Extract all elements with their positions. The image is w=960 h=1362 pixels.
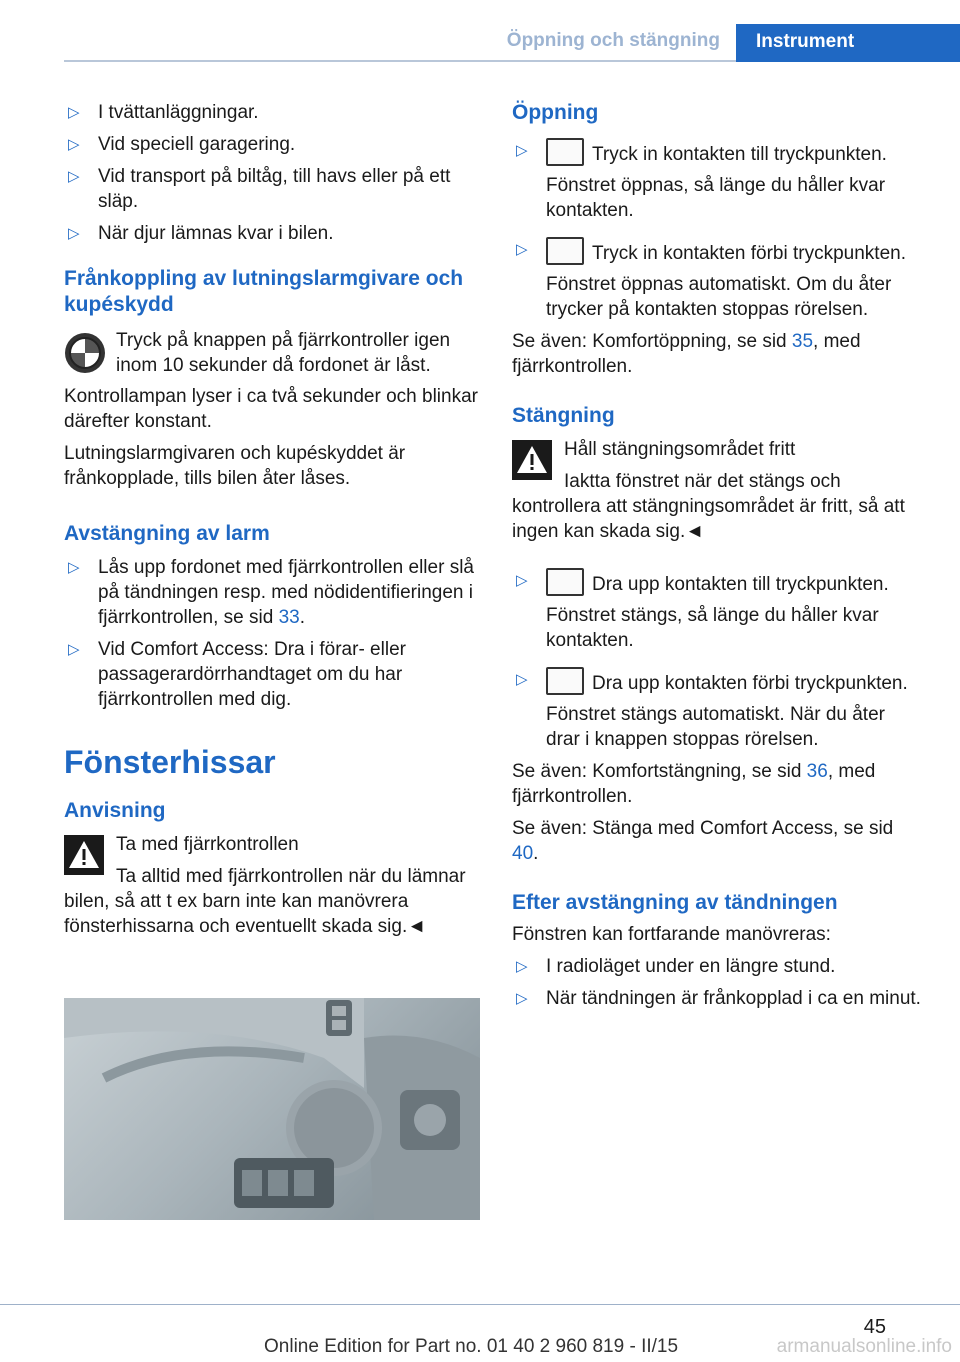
list-item: ▷ När djur lämnas kvar i bilen. xyxy=(68,223,334,244)
list-item: ▷ Vid Comfort Access: Dra i förar- eller passagerardörrhandtaget om du har fjärrkontrollen med dig. xyxy=(68,639,406,710)
warning-icon xyxy=(64,835,104,875)
page-link-36[interactable]: 36 xyxy=(806,761,828,782)
window-switch-icon xyxy=(546,667,584,695)
bullet-triangle-icon: ▷ xyxy=(516,572,528,589)
stangning-warning-block xyxy=(512,437,924,544)
window-switch-icon xyxy=(546,237,584,265)
frankoppling-text-3: Lutningslarmgivaren och kupéskyddet är frånkopplade, tills bilen åter låses. xyxy=(64,443,406,489)
list-item: ▷ Tryck in kontakten till tryckpunkten. Fönstret öppnas, så länge du håller kvar kontakten. xyxy=(512,138,924,223)
heading-efter-avstangning: Efter avstängning av tändningen xyxy=(512,891,838,914)
bullet-triangle-icon: ▷ xyxy=(68,641,80,658)
warning-icon xyxy=(512,440,552,480)
window-switch-icon xyxy=(546,568,584,596)
frankoppling-text-2: Kontrollampan lyser i ca två sekunder och blinkar därefter konstant. xyxy=(64,386,478,432)
stangning-see-also-2: Se även: Stänga med Comfort Access, se sid 40. xyxy=(512,818,894,864)
list-item: ▷ Dra upp kontakten till tryckpunkten. Fönstret stängs, så länge du håller kvar kontakten. xyxy=(512,568,924,653)
anvisning-title: Ta med fjärrkontrollen xyxy=(116,834,299,855)
page-header xyxy=(64,24,960,62)
list-item-detail: Fönstret öppnas, så länge du håller kvar kontakten. xyxy=(546,175,886,221)
door-window-switches-photo xyxy=(64,998,480,1220)
bmw-key-button-icon xyxy=(64,332,106,374)
footer-rule xyxy=(0,1304,960,1305)
stangning-warning-title: Håll stängningsområdet fritt xyxy=(564,439,796,460)
oppning-see-also: Se även: Komfortöppning, se sid 35, med fjärrkontrollen. xyxy=(512,331,861,377)
list-item-detail: Fönstret stängs automatiskt. När du åter drar i knappen stoppas rörelsen. xyxy=(546,704,885,750)
header-section-title[interactable]: Öppning och stängning xyxy=(506,30,720,51)
stangning-see-also-1: Se även: Komfortstängning, se sid 36, med fjärrkontrollen. xyxy=(512,761,876,807)
bullet-triangle-icon: ▷ xyxy=(68,225,80,242)
watermark-text: armanualsonline.info xyxy=(776,1336,952,1357)
bullet-triangle-icon: ▷ xyxy=(516,241,528,258)
window-switch-icon xyxy=(546,138,584,166)
heading-oppning: Öppning xyxy=(512,101,599,124)
anvisning-text: Ta alltid med fjärrkontrollen när du lämnar bilen, så att t ex barn inte kan manövrera fönsterhissarna och eventuellt skada sig.◄ xyxy=(64,866,466,937)
bullet-triangle-icon: ▷ xyxy=(68,168,80,185)
list-item: ▷ När tändningen är frånkopplad i ca en minut. xyxy=(516,988,921,1009)
header-chapter-tab[interactable]: Instrument xyxy=(736,24,960,62)
frankoppling-text-1: Tryck på knappen på fjärrkontroller igen inom 10 sekunder då fordonet är låst. xyxy=(116,330,451,376)
bullet-triangle-icon: ▷ xyxy=(516,671,528,688)
page-link-35[interactable]: 35 xyxy=(791,331,814,352)
stangning-warning-text: Iaktta fönstret när det stängs och kontrollera att stängningsområdet är fritt, så att ingen kan skada sig.◄ xyxy=(512,471,905,542)
list-item: ▷ Lås upp fordonet med fjärrkontrollen eller slå på tändningen resp. med nödidentifieringen i fjärrkontrollen, se sid 33. xyxy=(68,557,474,628)
bullet-triangle-icon: ▷ xyxy=(516,990,528,1007)
bullet-triangle-icon: ▷ xyxy=(516,958,528,975)
list-item: ▷ Vid speciell garagering. xyxy=(68,134,296,155)
page-link-40[interactable]: 40 xyxy=(512,843,534,864)
bullet-triangle-icon: ▷ xyxy=(516,142,528,159)
heading-anvisning: Anvisning xyxy=(64,799,166,822)
edition-text: Online Edition for Part no. 01 40 2 960 819 - II/15 xyxy=(264,1336,679,1357)
list-item: ▷ I radioläget under en längre stund. xyxy=(516,956,836,977)
bullet-triangle-icon: ▷ xyxy=(68,136,80,153)
right-column xyxy=(512,100,924,1018)
efter-text: Fönstren kan fortfarande manövreras: xyxy=(512,924,831,945)
heading-stangning: Stängning xyxy=(512,404,615,427)
list-item: ▷ I tvättanläggningar. xyxy=(68,102,259,123)
left-column xyxy=(64,100,480,939)
list-item: ▷ Vid transport på biltåg, till havs eller på ett släp. xyxy=(68,166,451,212)
bullet-triangle-icon: ▷ xyxy=(68,559,80,576)
page-link-33[interactable]: 33 xyxy=(278,607,300,628)
list-item: ▷ Tryck in kontakten förbi tryckpunkten. Fönstret öppnas automatiskt. Om du åter trycker på kontakten stoppas rörelsen. xyxy=(512,237,924,322)
page-number: 45 xyxy=(863,1316,886,1338)
anvisning-block xyxy=(64,832,480,939)
list-item: ▷ Dra upp kontakten förbi tryckpunkten. Fönstret stängs automatiskt. När du åter drar i knappen stoppas rörelsen. xyxy=(512,667,924,752)
bullet-triangle-icon: ▷ xyxy=(68,104,80,121)
heading-frankoppling: Frånkoppling av lutningslarmgivare och kupéskydd xyxy=(64,267,464,316)
heading-fonsterhissar: Fönsterhissar xyxy=(64,744,276,780)
list-item-detail: Fönstret öppnas automatiskt. Om du åter trycker på kontakten stoppas rörelsen. xyxy=(546,274,892,320)
list-item-detail: Fönstret stängs, så länge du håller kvar kontakten. xyxy=(546,605,879,651)
heading-avstangning: Avstängning av larm xyxy=(64,522,270,545)
frankoppling-block xyxy=(64,328,480,378)
